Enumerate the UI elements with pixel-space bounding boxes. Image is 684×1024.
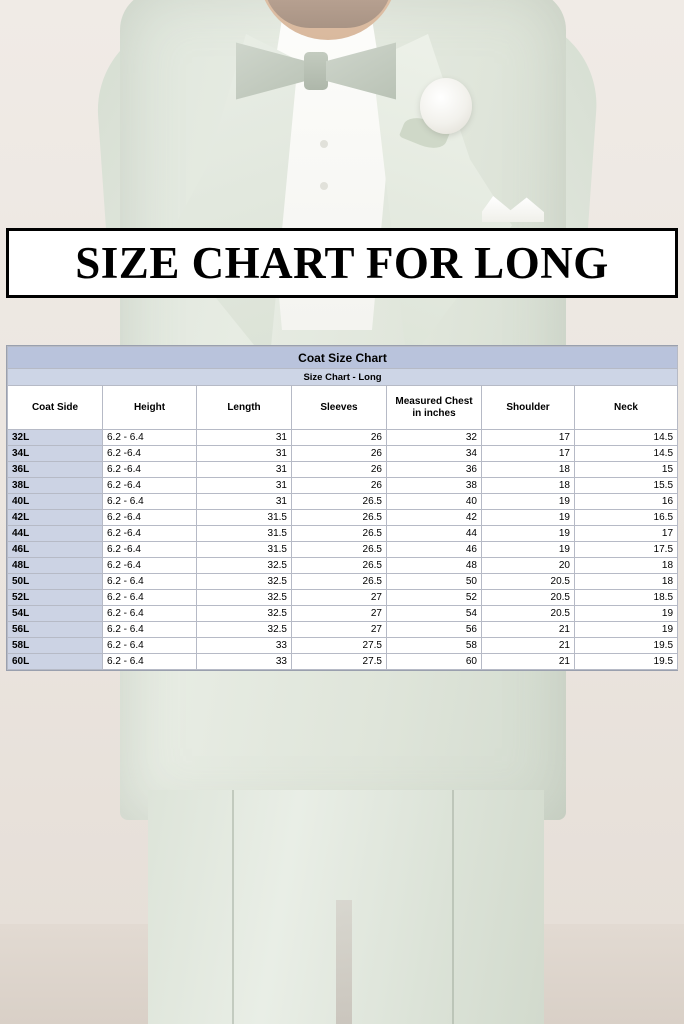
table-row <box>8 446 678 462</box>
cell-measurement: 52 <box>387 590 482 606</box>
cell-measurement: 26.5 <box>292 542 387 558</box>
column-header-coat-side: Coat Side <box>8 386 103 430</box>
cell-measurement: 19 <box>575 622 678 638</box>
cell-measurement: 26 <box>292 446 387 462</box>
cell-measurement: 19 <box>482 494 575 510</box>
cell-measurement: 26 <box>292 430 387 446</box>
cell-measurement: 32.5 <box>197 590 292 606</box>
cell-measurement: 19 <box>575 606 678 622</box>
cell-height: 6.2 - 6.4 <box>103 590 197 606</box>
cell-measurement: 56 <box>387 622 482 638</box>
cell-measurement: 21 <box>482 638 575 654</box>
cell-measurement: 19.5 <box>575 638 678 654</box>
shirt-button <box>320 182 328 190</box>
cell-measurement: 14.5 <box>575 430 678 446</box>
cell-measurement: 33 <box>197 638 292 654</box>
cell-coat-side: 44L <box>8 526 103 542</box>
cell-height: 6.2 -6.4 <box>103 478 197 494</box>
cell-measurement: 16 <box>575 494 678 510</box>
cell-coat-side: 34L <box>8 446 103 462</box>
cell-height: 6.2 - 6.4 <box>103 622 197 638</box>
cell-coat-side: 36L <box>8 462 103 478</box>
table-row <box>8 590 678 606</box>
cell-measurement: 21 <box>482 654 575 670</box>
cell-measurement: 32.5 <box>197 606 292 622</box>
cell-measurement: 31 <box>197 494 292 510</box>
cell-coat-side: 60L <box>8 654 103 670</box>
bow-tie-knot <box>304 52 328 90</box>
cell-coat-side: 40L <box>8 494 103 510</box>
cell-coat-side: 38L <box>8 478 103 494</box>
cell-measurement: 19.5 <box>575 654 678 670</box>
cell-measurement: 27.5 <box>292 654 387 670</box>
column-header-height: Height <box>103 386 197 430</box>
cell-height: 6.2 - 6.4 <box>103 638 197 654</box>
cell-height: 6.2 - 6.4 <box>103 430 197 446</box>
cell-measurement: 31 <box>197 430 292 446</box>
cell-measurement: 26 <box>292 462 387 478</box>
cell-height: 6.2 - 6.4 <box>103 606 197 622</box>
cell-coat-side: 48L <box>8 558 103 574</box>
column-header-sleeves: Sleeves <box>292 386 387 430</box>
size-chart-container <box>6 345 678 671</box>
table-row <box>8 430 678 446</box>
cell-measurement: 50 <box>387 574 482 590</box>
cell-height: 6.2 -6.4 <box>103 542 197 558</box>
cell-measurement: 27 <box>292 606 387 622</box>
trouser-leg-gap <box>336 900 352 1024</box>
cell-measurement: 31.5 <box>197 526 292 542</box>
cell-measurement: 58 <box>387 638 482 654</box>
trouser-crease-left <box>232 790 234 1024</box>
cell-measurement: 20.5 <box>482 574 575 590</box>
cell-measurement: 20.5 <box>482 590 575 606</box>
table-row <box>8 478 678 494</box>
table-row <box>8 510 678 526</box>
cell-measurement: 19 <box>482 510 575 526</box>
cell-measurement: 26.5 <box>292 558 387 574</box>
cell-measurement: 15.5 <box>575 478 678 494</box>
cell-measurement: 48 <box>387 558 482 574</box>
cell-height: 6.2 - 6.4 <box>103 654 197 670</box>
table-row <box>8 622 678 638</box>
table-row <box>8 638 678 654</box>
column-header-neck: Neck <box>575 386 678 430</box>
cell-measurement: 44 <box>387 526 482 542</box>
cell-measurement: 18 <box>575 558 678 574</box>
cell-measurement: 21 <box>482 622 575 638</box>
cell-coat-side: 50L <box>8 574 103 590</box>
table-subtitle-row <box>8 369 678 386</box>
cell-measurement: 18 <box>482 462 575 478</box>
cell-measurement: 18 <box>482 478 575 494</box>
table-row <box>8 526 678 542</box>
cell-coat-side: 56L <box>8 622 103 638</box>
table-row <box>8 462 678 478</box>
cell-measurement: 33 <box>197 654 292 670</box>
cell-height: 6.2 -6.4 <box>103 526 197 542</box>
cell-measurement: 34 <box>387 446 482 462</box>
cell-measurement: 18 <box>575 574 678 590</box>
column-header-measured-chest: Measured Chest in inches <box>387 386 482 430</box>
cell-measurement: 31 <box>197 462 292 478</box>
cell-coat-side: 54L <box>8 606 103 622</box>
table-row <box>8 606 678 622</box>
cell-measurement: 19 <box>482 526 575 542</box>
table-title-row <box>8 347 678 369</box>
cell-measurement: 17 <box>575 526 678 542</box>
coat-size-chart-table <box>7 346 678 670</box>
cell-measurement: 27 <box>292 622 387 638</box>
cell-height: 6.2 - 6.4 <box>103 574 197 590</box>
title-banner <box>6 228 678 298</box>
page-title: SIZE CHART FOR LONG <box>75 238 609 288</box>
cell-measurement: 31 <box>197 446 292 462</box>
cell-measurement: 38 <box>387 478 482 494</box>
cell-measurement: 17 <box>482 430 575 446</box>
table-row <box>8 574 678 590</box>
cell-measurement: 42 <box>387 510 482 526</box>
cell-measurement: 15 <box>575 462 678 478</box>
cell-measurement: 32 <box>387 430 482 446</box>
cell-measurement: 20.5 <box>482 606 575 622</box>
cell-measurement: 60 <box>387 654 482 670</box>
cell-measurement: 16.5 <box>575 510 678 526</box>
cell-height: 6.2 -6.4 <box>103 446 197 462</box>
bow-tie <box>236 40 396 102</box>
cell-measurement: 32.5 <box>197 558 292 574</box>
cell-coat-side: 32L <box>8 430 103 446</box>
cell-measurement: 31 <box>197 478 292 494</box>
cell-measurement: 17.5 <box>575 542 678 558</box>
cell-height: 6.2 -6.4 <box>103 510 197 526</box>
cell-measurement: 26.5 <box>292 494 387 510</box>
cell-coat-side: 58L <box>8 638 103 654</box>
cell-measurement: 19 <box>482 542 575 558</box>
cell-measurement: 20 <box>482 558 575 574</box>
cell-measurement: 18.5 <box>575 590 678 606</box>
cell-measurement: 26.5 <box>292 574 387 590</box>
boutonniere-flower <box>420 78 472 134</box>
cell-measurement: 17 <box>482 446 575 462</box>
table-body <box>8 430 678 670</box>
cell-measurement: 31.5 <box>197 542 292 558</box>
cell-measurement: 27.5 <box>292 638 387 654</box>
cell-measurement: 31.5 <box>197 510 292 526</box>
cell-coat-side: 46L <box>8 542 103 558</box>
cell-measurement: 27 <box>292 590 387 606</box>
cell-measurement: 54 <box>387 606 482 622</box>
column-header-shoulder: Shoulder <box>482 386 575 430</box>
cell-measurement: 14.5 <box>575 446 678 462</box>
table-row <box>8 494 678 510</box>
cell-coat-side: 52L <box>8 590 103 606</box>
table-row <box>8 558 678 574</box>
table-header-row <box>8 386 678 430</box>
cell-measurement: 46 <box>387 542 482 558</box>
cell-measurement: 26.5 <box>292 526 387 542</box>
cell-height: 6.2 -6.4 <box>103 558 197 574</box>
cell-measurement: 40 <box>387 494 482 510</box>
cell-measurement: 26.5 <box>292 510 387 526</box>
cell-measurement: 32.5 <box>197 574 292 590</box>
table-title: Coat Size Chart <box>8 347 678 369</box>
cell-height: 6.2 -6.4 <box>103 462 197 478</box>
cell-coat-side: 42L <box>8 510 103 526</box>
cell-height: 6.2 - 6.4 <box>103 494 197 510</box>
table-row <box>8 542 678 558</box>
cell-measurement: 26 <box>292 478 387 494</box>
table-subtitle: Size Chart - Long <box>8 369 678 386</box>
cell-measurement: 36 <box>387 462 482 478</box>
column-header-length: Length <box>197 386 292 430</box>
cell-measurement: 32.5 <box>197 622 292 638</box>
trouser-crease-right <box>452 790 454 1024</box>
shirt-button <box>320 140 328 148</box>
table-row <box>8 654 678 670</box>
